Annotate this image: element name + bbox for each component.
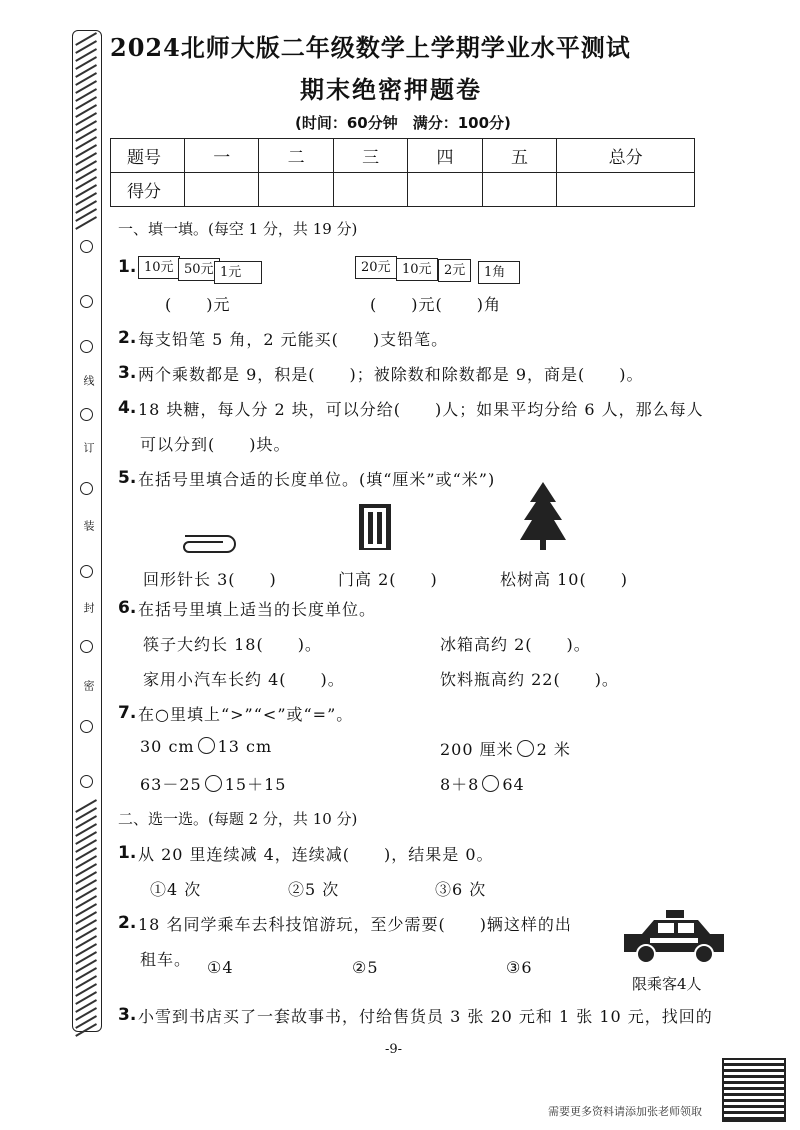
compare-circle-blank[interactable] (482, 775, 499, 792)
s2-q3-text: 小雪到书店买了一套故事书，付给售货员 3 张 20 元和 1 张 10 元，找回的 (138, 1007, 713, 1026)
s2-q2-option[interactable]: ③6 (506, 958, 533, 977)
q6-item: 筷子大约长 18( )。 (143, 635, 322, 654)
s2-q2-text-line1: 18 名同学乘车去科技馆游玩，至少需要( )辆这样的出 (138, 915, 572, 934)
q7-compare-item (140, 772, 286, 795)
page-number: -9- (385, 1042, 403, 1057)
q7-compare-item (440, 737, 571, 760)
money-note: 50元 (178, 258, 220, 281)
compare-circle-blank[interactable] (517, 740, 534, 757)
paperclip-icon (175, 532, 237, 556)
section1-heading: 一、填一填。(每空 1 分，共 19 分) (118, 220, 358, 238)
money-note: 1角 (478, 261, 520, 284)
score-header-cell: 三 (333, 139, 407, 173)
s2-q2-text-line2: 租车。 (140, 950, 192, 969)
score-header-cell: 二 (259, 139, 333, 173)
score-table (110, 138, 695, 207)
taxi-caption: 限乘客4人 (632, 975, 702, 993)
money-note: 10元 (138, 256, 180, 279)
qr-code-icon (722, 1058, 786, 1122)
money-note: 2元 (438, 259, 471, 282)
q5-number: 5. (118, 468, 137, 488)
compare-right: 2 米 (536, 740, 571, 759)
q1-number: 1. (118, 257, 137, 277)
pine-tree-icon (518, 480, 568, 552)
q7-compare-item (440, 772, 525, 795)
q1-right-answer[interactable]: ( )元( )角 (370, 295, 501, 314)
compare-left: 200 厘米 (440, 740, 514, 759)
door-icon (358, 503, 392, 551)
exam-title-line1: 2024北师大版二年级数学上学期学业水平测试 (110, 33, 631, 62)
taxi-icon (620, 908, 730, 968)
q4-number: 4. (118, 398, 137, 418)
q6-number: 6. (118, 598, 137, 618)
score-table-score-row (111, 173, 695, 207)
score-table-header-row (111, 139, 695, 173)
binding-strip (72, 30, 102, 1035)
compare-right: 64 (502, 775, 525, 794)
q2-text: 每支铅笔 5 角，2 元能买( )支铅笔。 (138, 330, 449, 349)
q6-item: 家用小汽车长约 4( )。 (143, 670, 345, 689)
footer-note: 需要更多资料请添加张老师领取 (548, 1105, 702, 1118)
score-cell[interactable] (333, 173, 407, 207)
score-cell[interactable] (482, 173, 556, 207)
q4-text-line2: 可以分到( )块。 (140, 435, 291, 454)
score-header-cell: 五 (482, 139, 556, 173)
q5-item-paperclip: 回形针长 3( ) (143, 570, 277, 589)
money-note: 10元 (396, 258, 438, 281)
q5-item-door: 门高 2( ) (338, 570, 438, 589)
q2-number: 2. (118, 328, 137, 348)
score-header-cell: 一 (185, 139, 259, 173)
compare-right: 13 cm (217, 737, 273, 756)
q6-item: 饮料瓶高约 22( )。 (440, 670, 619, 689)
score-header-cell: 四 (408, 139, 482, 173)
q3-number: 3. (118, 363, 137, 383)
binding-label-xian: 线 (82, 375, 95, 386)
q3-text: 两个乘数都是 9，积是( )；被除数和除数都是 9，商是( )。 (138, 365, 644, 384)
score-cell[interactable] (408, 173, 482, 207)
s2-q1-text: 从 20 里连续减 4，连续减( )，结果是 0。 (138, 845, 494, 864)
s2-q1-option[interactable]: ①4 次 (150, 880, 202, 899)
score-cell[interactable] (557, 173, 695, 207)
money-note: 1元 (214, 261, 262, 284)
q5-item-tree: 松树高 10( ) (500, 570, 628, 589)
s2-q3-number: 3. (118, 1005, 137, 1025)
q7-compare-item (140, 737, 272, 756)
q4-text-line1: 18 块糖，每人分 2 块，可以分给( )人；如果平均分给 6 人，那么每人 (138, 400, 704, 419)
compare-left: 63－25 (140, 775, 202, 794)
s2-q2-number: 2. (118, 913, 137, 933)
section2-heading: 二、选一选。(每题 2 分，共 10 分) (118, 810, 358, 828)
compare-circle-blank[interactable] (205, 775, 222, 792)
q6-text: 在括号里填上适当的长度单位。 (138, 600, 377, 619)
money-note: 20元 (355, 256, 397, 279)
s2-q1-option[interactable]: ③6 次 (435, 880, 487, 899)
exam-title-line2: 期末绝密押题卷 (300, 75, 482, 104)
q7-text: 在○里填上“>”“<”或“=”。 (138, 705, 354, 724)
score-cell[interactable] (259, 173, 333, 207)
compare-right: 15＋15 (224, 775, 287, 794)
compare-left: 8＋8 (440, 775, 480, 794)
s2-q2-option[interactable]: ①4 (207, 958, 234, 977)
score-row-label: 得分 (111, 173, 185, 207)
compare-circle-blank[interactable] (198, 737, 215, 754)
s2-q1-number: 1. (118, 843, 137, 863)
s2-q1-option[interactable]: ②5 次 (288, 880, 340, 899)
score-cell[interactable] (185, 173, 259, 207)
binding-label-mi: 密 (82, 680, 95, 691)
q5-text: 在括号里填合适的长度单位。(填“厘米”或“米”) (138, 470, 496, 489)
exam-time-score: (时间：60分钟 满分：100分) (295, 114, 511, 132)
binding-label-feng: 封 (82, 602, 95, 613)
score-header-cell: 总分 (557, 139, 695, 173)
binding-label-zhuang: 装 (82, 520, 95, 531)
compare-left: 30 cm (140, 737, 195, 756)
s2-q2-option[interactable]: ②5 (352, 958, 379, 977)
q7-number: 7. (118, 703, 137, 723)
q6-item: 冰箱高约 2( )。 (440, 635, 591, 654)
score-header-cell: 题号 (111, 139, 185, 173)
binding-label-ding: 订 (82, 442, 95, 453)
q1-left-answer[interactable]: ( )元 (165, 295, 231, 314)
